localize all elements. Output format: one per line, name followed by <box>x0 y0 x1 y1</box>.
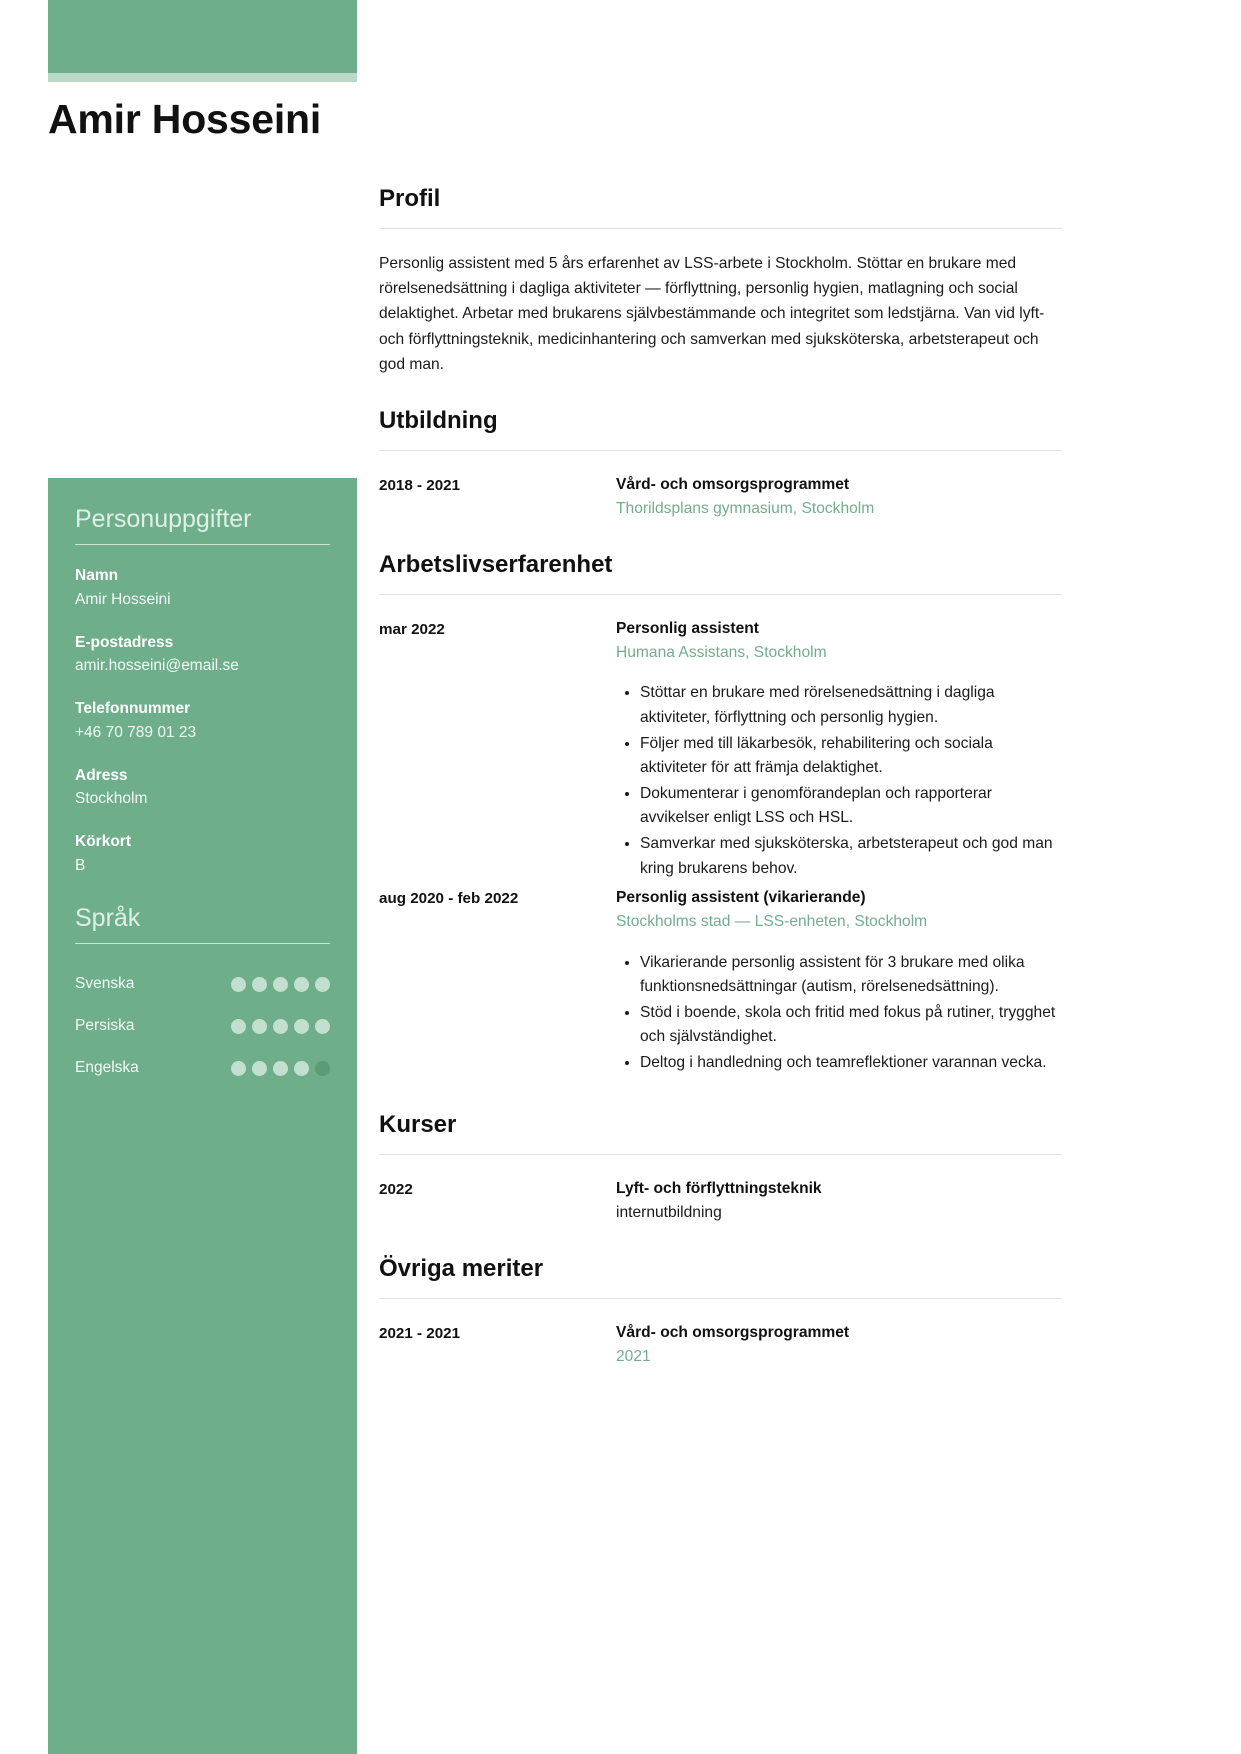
rating-dot <box>252 1061 267 1076</box>
entry-bullet: • Dokumenterar i genomförandeplan och rapporterar avvikelser enligt LSS och HSL. <box>640 782 1062 832</box>
personal-details-divider <box>75 544 330 545</box>
entry-date: 2022 <box>379 1180 413 1198</box>
language-row <box>75 963 330 1005</box>
field-label: Namn <box>75 567 119 585</box>
entry-bullet: • Deltog i handledning och teamreflektioner varannan vecka. <box>640 1051 1062 1077</box>
entry-title: Personlig assistent (vikarierande) <box>616 889 866 907</box>
section-title: Arbetslivserfarenhet <box>379 551 613 579</box>
section-title: Övriga meriter <box>379 1254 544 1282</box>
timeline-entry <box>379 886 1062 1080</box>
section-courses <box>379 1111 1062 1255</box>
experience-entries <box>379 595 1062 1081</box>
rating-dot <box>231 977 246 992</box>
entry-bullet: • Stöd i boende, skola och fritid med fokus på rutiner, trygghet och självständighet. <box>640 1001 1062 1051</box>
name-header <box>48 96 748 143</box>
entry-title: Personlig assistent <box>616 619 759 637</box>
entry-body <box>616 473 1062 521</box>
rating-dot <box>273 1019 288 1034</box>
language-row <box>75 1005 330 1047</box>
section-other-merits <box>379 1255 1062 1373</box>
entry-subtitle: Thorildsplans gymnasium, Stockholm <box>616 500 875 517</box>
entry-body <box>616 617 1062 882</box>
language-rating-dots <box>231 1061 330 1076</box>
section-title: Utbildning <box>379 407 498 435</box>
candidate-name: Amir Hosseini <box>48 96 322 142</box>
language-name: Svenska <box>75 975 135 992</box>
languages-divider <box>75 943 330 944</box>
field-label: Adress <box>75 766 128 784</box>
other-merit-entries <box>379 1299 1062 1373</box>
entry-date: 2021 - 2021 <box>379 1324 461 1342</box>
field-namn <box>75 564 330 611</box>
rating-dot <box>315 1061 330 1076</box>
rating-dot <box>252 1019 267 1034</box>
field-address <box>75 764 330 811</box>
rating-dot <box>231 1019 246 1034</box>
section-education <box>379 407 1062 551</box>
entry-body <box>616 886 1062 1076</box>
entry-subtitle: Stockholms stad — LSS-enheten, Stockholm <box>616 913 928 931</box>
sidebar <box>48 478 357 1754</box>
entry-body <box>616 1321 1062 1369</box>
entry-bullet: • Stöttar en brukare med rörelsenedsättning i dagliga aktiviteter, förflyttning och personlig hygien. <box>640 681 1062 731</box>
education-entries <box>379 451 1062 525</box>
entry-subtitle: Humana Assistans, Stockholm <box>616 644 827 662</box>
section-title: Profil <box>379 185 441 212</box>
timeline-entry <box>379 617 1062 886</box>
section-experience <box>379 551 1062 1111</box>
header-banner <box>48 0 357 73</box>
field-label: Körkort <box>75 833 131 851</box>
field-value: Amir Hosseini <box>75 590 171 608</box>
rating-dot <box>294 1061 309 1076</box>
languages-heading: Språk <box>75 903 141 932</box>
entry-subtitle: 2021 <box>616 1347 651 1365</box>
field-value: Stockholm <box>75 790 148 807</box>
rating-dot <box>273 1061 288 1076</box>
header-banner-underline <box>48 73 357 82</box>
language-rating-dots <box>231 1019 330 1034</box>
entry-date: 2018 - 2021 <box>379 476 461 494</box>
main-content <box>379 185 1062 1373</box>
course-entries <box>379 1155 1062 1229</box>
entry-bullet-list <box>616 681 1062 882</box>
entry-bullet: • Följer med till läkarbesök, rehabilitering och sociala aktiviteter för att främja delaktighet. <box>640 732 1062 782</box>
timeline-entry <box>379 1321 1062 1373</box>
entry-date: aug 2020 - feb 2022 <box>379 890 519 908</box>
sidebar-section-languages <box>75 903 330 1089</box>
entry-bullet: • Vikarierande personlig assistent för 3 brukare med olika funktionsnedsättningar (autism, rörelsenedsättning). <box>640 951 1062 1001</box>
entry-bullet: • Samverkar med sjuksköterska, arbetsterapeut och god man kring brukarens behov. <box>640 832 1062 882</box>
field-value: B <box>75 856 86 874</box>
entry-title: Vård- och omsorgsprogrammet <box>616 1323 850 1341</box>
entry-title: Vård- och omsorgsprogrammet <box>616 475 850 493</box>
rating-dot <box>294 977 309 992</box>
rating-dot <box>273 977 288 992</box>
rating-dot <box>294 1019 309 1034</box>
language-name: Persiska <box>75 1017 135 1034</box>
section-title: Kurser <box>379 1110 457 1138</box>
personal-details-heading: Personuppgifter <box>75 505 252 533</box>
field-value[interactable]: +46 70 789 01 23 <box>75 723 197 741</box>
language-name: Engelska <box>75 1059 139 1076</box>
entry-body <box>616 1177 1062 1225</box>
entry-bullet-list <box>616 951 1062 1077</box>
rating-dot <box>252 977 267 992</box>
timeline-entry <box>379 473 1062 525</box>
profile-text: Personlig assistent med 5 års erfarenhet av LSS-arbete i Stockholm. Stöttar en brukare med rörelsenedsättning i dagliga aktiviteter — förflyttning, personlig hygien, matlagning och social delaktighet. Arbetar med brukarens självbestämmande och integritet som ledstjärna. Van vid lyft- och förflyttningsteknik, medicinhantering och samverkan med sjuksköterska, arbetsterapeut och god man. <box>379 254 1045 373</box>
field-phone <box>75 697 330 744</box>
rating-dot <box>315 977 330 992</box>
field-label: Telefonnummer <box>75 700 191 718</box>
language-row <box>75 1047 330 1089</box>
rating-dot <box>315 1019 330 1034</box>
entry-subtitle: internutbildning <box>616 1203 722 1221</box>
section-profile <box>379 185 1062 407</box>
timeline-entry <box>379 1177 1062 1229</box>
field-label: E-postadress <box>75 633 174 651</box>
language-rating-dots <box>231 977 330 992</box>
entry-date: mar 2022 <box>379 620 445 638</box>
rating-dot <box>231 1061 246 1076</box>
field-value[interactable]: amir.hosseini@email.se <box>75 657 239 674</box>
sidebar-section-personal <box>75 504 330 877</box>
field-drivers-license <box>75 830 330 877</box>
field-email <box>75 631 330 678</box>
entry-title: Lyft- och förflyttningsteknik <box>616 1179 822 1197</box>
